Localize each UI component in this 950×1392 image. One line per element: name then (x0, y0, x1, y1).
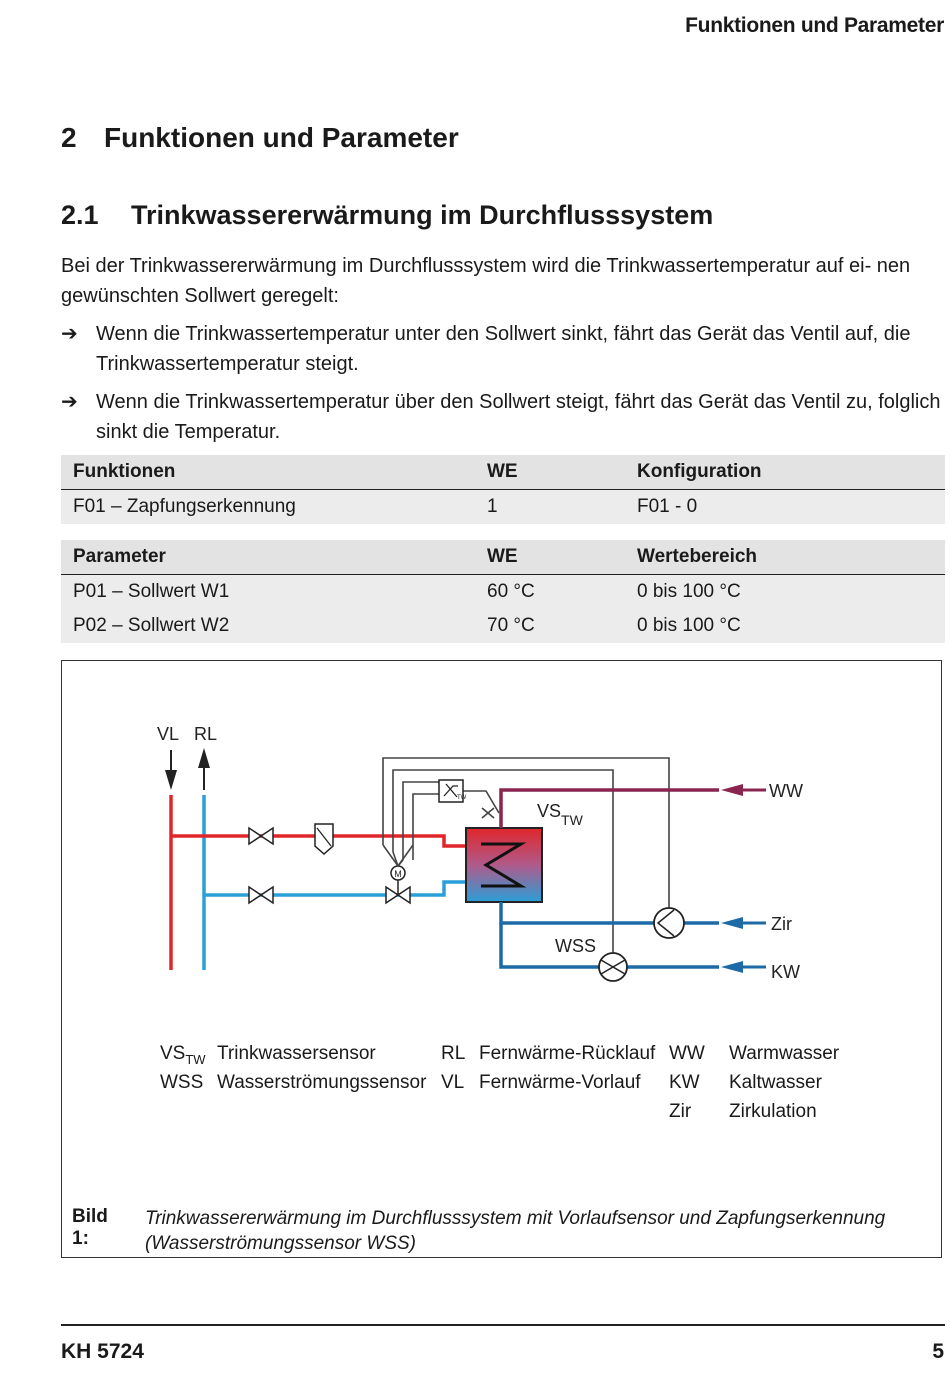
district-supply-line (165, 750, 177, 970)
flow-sensor-icon (599, 953, 627, 981)
legend-abbr: WSS (160, 1072, 204, 1093)
wss-label: WSS (555, 936, 597, 956)
kw-label: KW (771, 962, 800, 982)
table-cell: F01 - 0 (625, 490, 945, 525)
legend-abbr: Zir (669, 1101, 692, 1122)
legend-item (160, 1043, 206, 1067)
hot-water-pipe (501, 790, 719, 828)
vs-label (537, 801, 584, 828)
section-title: Trinkwassererwärmung im Durchflusssystem (131, 200, 714, 230)
table-header-cell: Funktionen (61, 455, 475, 490)
table-header-cell: Parameter (61, 540, 475, 575)
bullet-text: Wenn die Trinkwassertemperatur unter den Sollwert sinkt, fährt das Gerät das Ventil auf, die Trinkwassertemperatur steigt. (96, 323, 911, 375)
kw-arrow-icon (721, 961, 766, 973)
motor-label: M (394, 869, 402, 879)
table-row (61, 490, 945, 525)
tw-sensor-label: TW (457, 795, 467, 801)
legend-text: Trinkwassersensor (217, 1043, 376, 1064)
table-header-row (61, 540, 945, 575)
legend-abbr: WW (669, 1043, 705, 1064)
table-cell: 0 bis 100 °C (625, 609, 945, 643)
legend-text: Zirkulation (729, 1101, 817, 1122)
footer-doc-id: KH 5724 (61, 1340, 144, 1363)
intro-paragraph: Bei der Trinkwassererwärmung im Durchflusssystem wird die Trinkwassertemperatur auf ei- nen gewünschten Sollwert geregelt: (61, 255, 911, 307)
ww-arrow-icon (721, 784, 766, 796)
table-cell: 0 bis 100 °C (625, 575, 945, 610)
legend-text: Kaltwasser (729, 1072, 822, 1093)
legend-text: Fernwärme-Rücklauf (479, 1043, 656, 1064)
legend-abbr: VL (441, 1072, 465, 1093)
rl-label: RL (194, 724, 218, 744)
bullet-text: Wenn die Trinkwassertemperatur über den Sollwert steigt, fährt das Gerät das Ventil zu, folglich sinkt die Temperatur. (96, 391, 941, 443)
page-number: 5 (932, 1340, 944, 1363)
functions-table (61, 455, 945, 524)
legend-text: Warmwasser (729, 1043, 840, 1064)
caption-label: Bild 1: (72, 1206, 108, 1249)
heat-exchanger (466, 828, 542, 902)
district-return-line (198, 748, 210, 970)
bullet-item (61, 319, 941, 379)
legend-abbr: RL (441, 1043, 466, 1064)
table-header-cell: WE (475, 540, 625, 575)
section-heading (61, 200, 713, 231)
table-cell: 1 (475, 490, 625, 525)
legend-text: Wasserströmungssensor (217, 1072, 427, 1093)
shutoff-valve (249, 887, 273, 903)
section-number: 2.1 (61, 200, 99, 230)
table-header-cell: Wertebereich (625, 540, 945, 575)
table-cell: 70 °C (475, 609, 625, 643)
figure-frame (61, 660, 942, 1258)
table-cell: F01 – Zapfungserkennung (61, 490, 475, 525)
chapter-title: Funktionen und Parameter (104, 122, 459, 153)
table-row (61, 575, 945, 610)
bullet-item (61, 387, 941, 447)
schematic-diagram (61, 660, 942, 1258)
primary-return-pipe (204, 882, 466, 895)
table-header-row (61, 455, 945, 490)
vs-label-sub: TW (561, 812, 583, 828)
zir-arrow-icon (721, 917, 766, 929)
shutoff-valve (249, 828, 273, 844)
circulation-pump-icon (654, 908, 684, 938)
table-cell: P02 – Sollwert W2 (61, 609, 475, 643)
ww-label: WW (769, 781, 803, 801)
legend-text: Fernwärme-Vorlauf (479, 1072, 641, 1093)
control-valve (386, 866, 410, 903)
running-header: Funktionen und Parameter (685, 14, 944, 37)
chapter-number: 2 (61, 122, 77, 153)
legend-abbr: VS (160, 1043, 186, 1064)
table-header-cell: WE (475, 455, 625, 490)
caption-text: Trinkwassererwärmung im Durchflusssystem mit Vorlaufsensor und Zapfungserkennung (Wasserströmungssensor WSS) (145, 1208, 886, 1254)
legend-abbr-sub: TW (185, 1051, 206, 1067)
vl-label: VL (157, 724, 180, 744)
footer-divider (61, 1324, 945, 1326)
zir-label: Zir (771, 914, 792, 934)
arrow-icon: ➔ (61, 391, 78, 413)
table-header-cell: Konfiguration (625, 455, 945, 490)
table-cell: P01 – Sollwert W1 (61, 575, 475, 610)
table-row (61, 609, 945, 643)
arrow-icon: ➔ (61, 323, 78, 345)
strainer-icon (315, 824, 333, 854)
parameters-table (61, 540, 945, 643)
chapter-heading (61, 122, 459, 154)
circulation-pipe (501, 902, 719, 923)
table-cell: 60 °C (475, 575, 625, 610)
temperature-controller-icon (439, 780, 467, 802)
vs-label-main: VS (537, 801, 562, 821)
legend-abbr: KW (669, 1072, 700, 1093)
